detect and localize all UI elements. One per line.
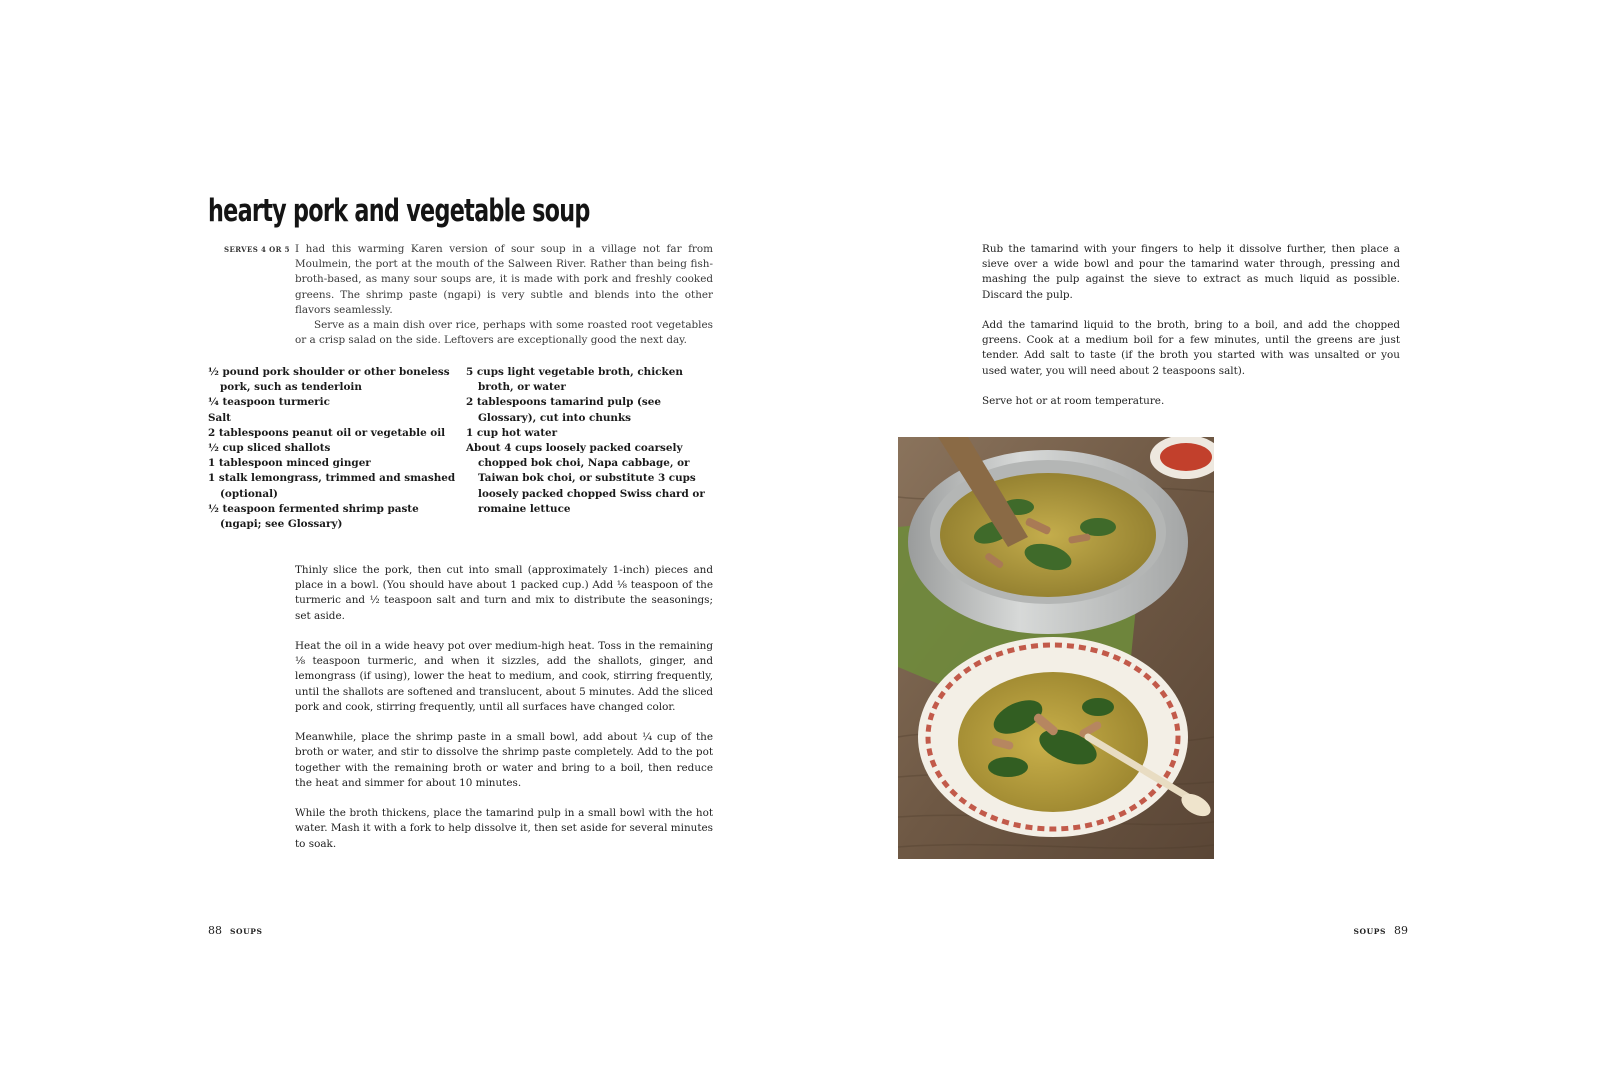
ingredient-item: About 4 cups loosely packed coarsely chopped bok choi, Napa cabbage, or Taiwan bok choi, or substitute 3 cups loosely packed chopped Swiss chard or romaine lettuce (466, 442, 705, 515)
soup-photo (898, 437, 1214, 859)
method-step: Thinly slice the pork, then cut into small (approximately 1-inch) pieces and place in a bowl. (You should have about 1 packed cup.) Add ⅛ teaspoon of the turmeric and ½ teaspoon salt and turn and mix to distribute the seasonings; set aside. (295, 564, 713, 622)
ingredient-item: 1 cup hot water (466, 426, 558, 439)
method-steps-right (982, 242, 1400, 424)
method-step: Rub the tamarind with your fingers to help it dissolve further, then place a sieve over a wide bowl and pour the tamarind water through, pressing and mashing the pulp against the sieve to extract as much liquid as possible. Discard the pulp. (982, 243, 1400, 301)
page-number: 89 (1394, 924, 1408, 937)
method-step: Heat the oil in a wide heavy pot over medium-high heat. Toss in the remaining ⅛ teaspoon turmeric, and when it sizzles, add the shallots, ginger, and lemongrass (if using), lower the heat to medium, and cook, stirring frequently, until the shallots are softened and translucent, about 5 minutes. Add the sliced pork and cook, stirring frequently, until all surfaces have changed color. (295, 640, 713, 713)
folio-left (208, 924, 263, 937)
serves-label: SERVES 4 OR 5 (224, 245, 290, 254)
ingredients-list-right (466, 365, 716, 517)
section-name: SOUPS (230, 927, 263, 936)
recipe-intro (295, 242, 713, 348)
method-step: While the broth thickens, place the tamarind pulp in a small bowl with the hot water. Mash it with a fork to help dissolve it, then set aside for several minutes to soak. (295, 807, 713, 850)
section-name: SOUPS (1353, 927, 1386, 936)
intro-paragraph: Serve as a main dish over rice, perhaps with some roasted root vegetables or a crisp salad on the side. Leftovers are exceptionally good the next day. (295, 319, 713, 347)
recipe-title: hearty pork and vegetable soup (208, 193, 590, 229)
ingredients-list-left (208, 365, 458, 532)
folio-right (1353, 924, 1408, 937)
method-steps-left (295, 563, 713, 867)
ingredient-item: ½ teaspoon fermented shrimp paste (ngapi; see Glossary) (208, 502, 419, 531)
ingredient-item: ½ cup sliced shallots (208, 442, 331, 455)
method-step: Serve hot or at room temperature. (982, 395, 1165, 407)
soup-photo-illustration (898, 437, 1214, 859)
page-number: 88 (208, 924, 222, 937)
intro-paragraph: I had this warming Karen version of sour soup in a village not far from Moulmein, the port at the mouth of the Salween River. Rather than being fish-broth-based, as many sour soups are, it is made with pork and freshly cooked greens. The shrimp paste (ngapi) is very subtle and blends into the other flavors seamlessly. (295, 243, 713, 316)
method-step: Meanwhile, place the shrimp paste in a small bowl, add about ¼ cup of the broth or water, and stir to dissolve the shrimp paste completely. Add to the pot together with the remaining broth or water and bring to a boil, then reduce the heat and simmer for about 10 minutes. (295, 731, 713, 789)
ingredient-item: 2 tablespoons tamarind pulp (see Glossary), cut into chunks (466, 396, 661, 424)
ingredient-item: ¼ teaspoon turmeric (208, 396, 330, 409)
ingredient-item: ½ pound pork shoulder or other boneless pork, such as tenderloin (208, 366, 450, 394)
ingredient-item: 1 stalk lemongrass, trimmed and smashed (optional) (208, 472, 456, 500)
ingredient-item: 1 tablespoon minced ginger (208, 457, 371, 470)
method-step: Add the tamarind liquid to the broth, bring to a boil, and add the chopped greens. Cook at a medium boil for a few minutes, until the greens are just tender. Add salt to taste (if the broth you started with was unsalted or you used water, you will need about 2 teaspoons salt). (982, 319, 1400, 377)
ingredient-item: 5 cups light vegetable broth, chicken broth, or water (466, 366, 683, 394)
ingredient-item: 2 tablespoons peanut oil or vegetable oil (208, 426, 446, 439)
ingredient-item: Salt (208, 411, 231, 424)
